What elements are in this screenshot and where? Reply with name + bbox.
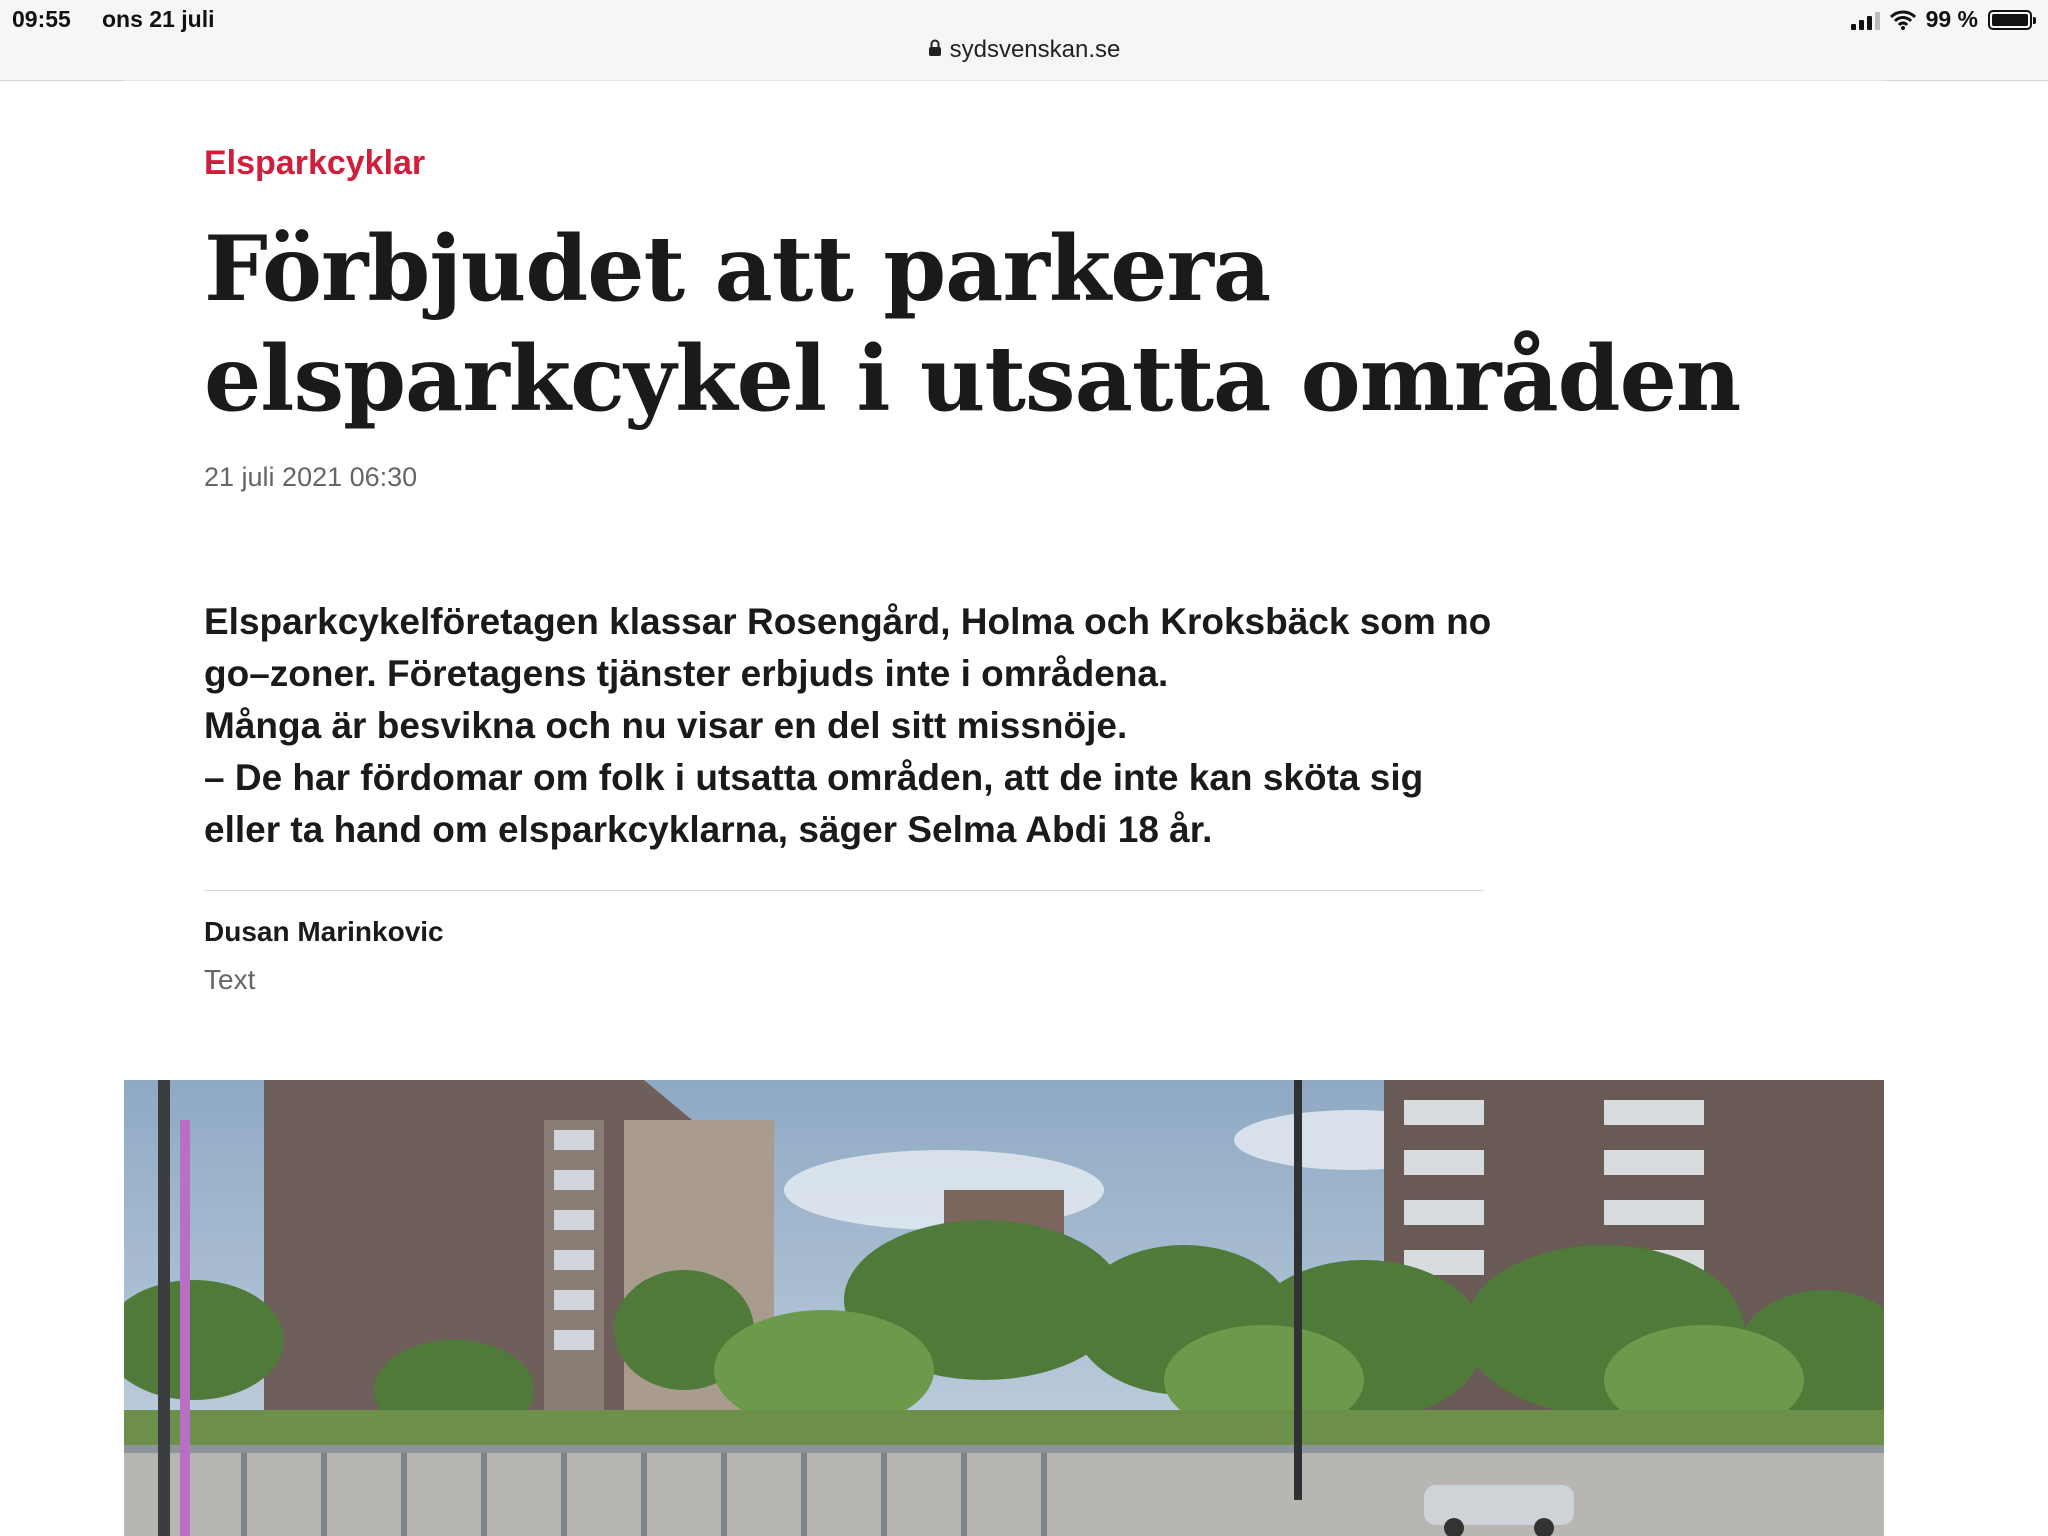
- battery-percentage: 99 %: [1925, 6, 1978, 32]
- lead-paragraph: Elsparkcykelföretagen klassar Rosengård, Holma och Kroksbäck som no go–zoner. Företagens tjänster erbjuds inte i områdena.: [204, 601, 1492, 694]
- url-text: sydsvenskan.se: [949, 36, 1121, 63]
- header-divider: [123, 80, 1886, 81]
- wifi-icon: [1890, 10, 1916, 30]
- byline-divider: [204, 890, 1484, 891]
- battery-icon: [1988, 10, 2032, 30]
- byline-author[interactable]: Dusan Marinkovic: [204, 916, 444, 947]
- article-kicker-link[interactable]: Elsparkcyklar: [204, 144, 426, 182]
- status-date: ons 21 juli: [102, 6, 215, 32]
- byline-role: Text: [204, 964, 256, 995]
- status-time: 09:55: [12, 6, 71, 32]
- address-bar[interactable]: [0, 36, 2048, 64]
- article-lead: [204, 596, 1504, 856]
- cellular-signal-icon: [1851, 10, 1880, 30]
- article-headline: Förbjudet att parkera elsparkcykel i utsatta områden: [204, 216, 1741, 432]
- lead-quote: – De har fördomar om folk i utsatta områden, att de inte kan sköta sig eller ta hand om elsparkcyklarna, säger Selma Abdi 18 år.: [204, 757, 1424, 850]
- article-publish-date: 21 juli 2021 06:30: [204, 462, 418, 492]
- article-hero-photo[interactable]: [124, 1080, 1884, 1536]
- lead-paragraph: Många är besvikna och nu visar en del sitt missnöje.: [204, 705, 1128, 746]
- lock-icon: [928, 36, 942, 64]
- status-indicators: [1851, 6, 2032, 33]
